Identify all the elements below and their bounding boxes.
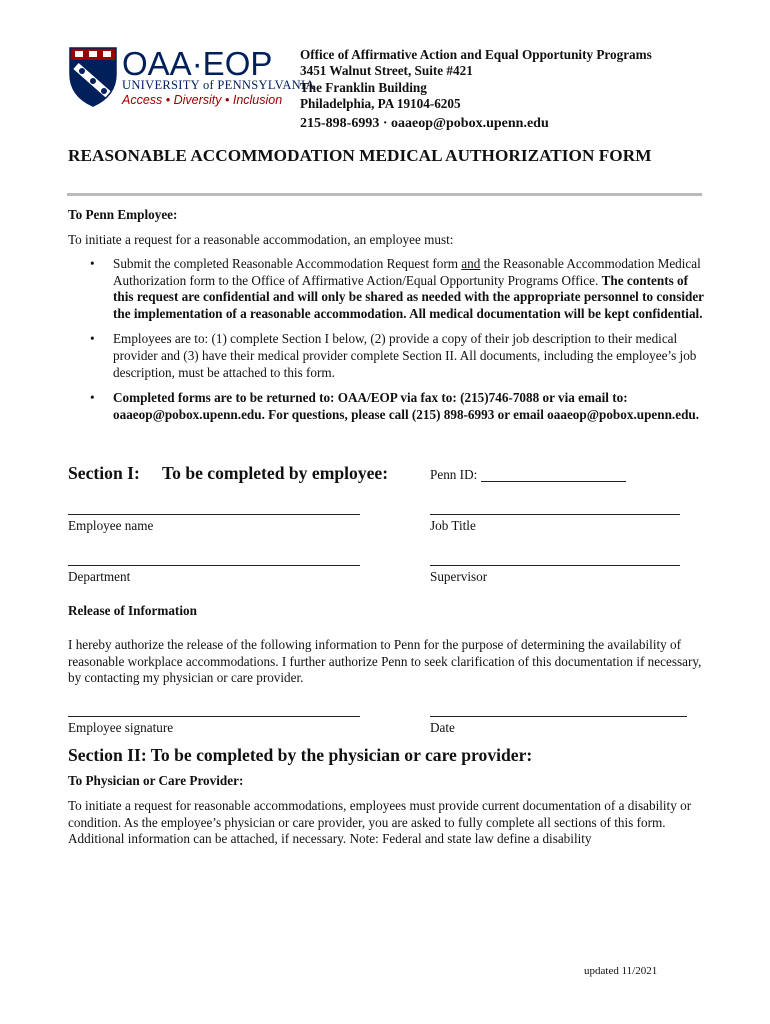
employee-name-field[interactable]: [68, 514, 360, 515]
instruction-list: [90, 256, 705, 432]
release-heading: Release of Information: [68, 603, 197, 618]
release-text: I hereby authorize the release of the following information to Penn for the purpose of determining the availability of reasonable workplace accommodations. I further authorize Penn to seek clarification of this documentation if necessary, by contacting my physician or care provider.: [68, 637, 702, 686]
job-title-field[interactable]: [430, 514, 680, 515]
section2-text: To initiate a request for reasonable accommodations, employees must provide current documentation of a disability or condition. As the employee’s physician or care provider, you are asked to fully complete all sections of this form. Additional information can be attached, if necessary. Note: Federal and state law define a disability: [68, 798, 692, 847]
logo-tagline-text: Access • Diversity • Inclusion: [122, 93, 283, 107]
penn-id-field[interactable]: [481, 481, 626, 482]
updated-date: updated 11/2021: [584, 965, 658, 977]
city-line: Philadelphia, PA 19104-6205: [300, 96, 461, 112]
date-label: Date: [430, 720, 455, 735]
section1-title: To be completed by employee:: [162, 463, 389, 483]
intro-text: To initiate a request for a reasonable accommodation, an employee must:: [68, 232, 454, 247]
employee-signature-field[interactable]: [68, 716, 360, 717]
address-line: 3451 Walnut Street, Suite #421: [300, 63, 473, 79]
supervisor-field[interactable]: [430, 565, 680, 566]
penn-id-label: Penn ID:: [430, 467, 478, 482]
bullet-icon: •: [90, 331, 95, 347]
section2-subheading: To Physician or Care Provider:: [68, 773, 244, 788]
office-name: Office of Affirmative Action and Equal Opportunity Programs: [300, 47, 652, 62]
header-divider: [67, 193, 702, 196]
department-label: Department: [68, 569, 131, 584]
employee-signature-label: Employee signature: [68, 720, 174, 735]
contact-line: 215-898-6993 · oaaeop@pobox.upenn.edu: [300, 115, 549, 131]
oaa-eop-logo: [68, 44, 315, 108]
list-item: • Completed forms are to be returned to: OAA/EOP via fax to: (215)746-7088 or via email to: oaaeop@pobox.upenn.edu. For questions, please call (215) 898-6993 or email oaaeop@pobox.upenn.edu.: [90, 390, 700, 422]
employee-name-label: Employee name: [68, 518, 154, 533]
building-name: The Franklin Building: [300, 79, 427, 95]
form-title: REASONABLE ACCOMMODATION MEDICAL AUTHORIZATION FORM: [68, 146, 652, 165]
bullet-icon: •: [90, 256, 95, 271]
section1-label: Section I:: [68, 463, 140, 483]
list-item: • Submit the completed Reasonable Accommodation Request form and the Reasonable Accommodation Medical Authorization form to the Office of Affirmative Action/Equal Opportunity Programs Office. The contents of this request are confidential and will only be shared as needed with the appropriate personnel to consider the implementation of a reasonable accommodation. All medical documentation will be kept confidential.: [90, 256, 704, 321]
office-address-block: [300, 47, 652, 133]
penn-shield-icon: [68, 44, 315, 108]
bullet-icon: •: [90, 390, 95, 406]
job-title-label: Job Title: [430, 518, 476, 533]
supervisor-label: Supervisor: [430, 569, 488, 584]
logo-university-text: UNIVERSITY of PENNSYLVANIA: [122, 78, 315, 92]
list-item: • Employees are to: (1) complete Section I below, (2) provide a copy of their job description to their medical provider and (3) have their medical provider complete Section II. All documents, including the employee’s job description, must be attached to this form.: [90, 331, 697, 380]
date-field[interactable]: [430, 716, 687, 717]
department-field[interactable]: [68, 565, 360, 566]
logo-main-text: OAA·EOP: [122, 45, 273, 82]
section2-heading: Section II: To be completed by the physician or care provider:: [68, 745, 533, 765]
intro-heading: To Penn Employee:: [68, 207, 178, 222]
